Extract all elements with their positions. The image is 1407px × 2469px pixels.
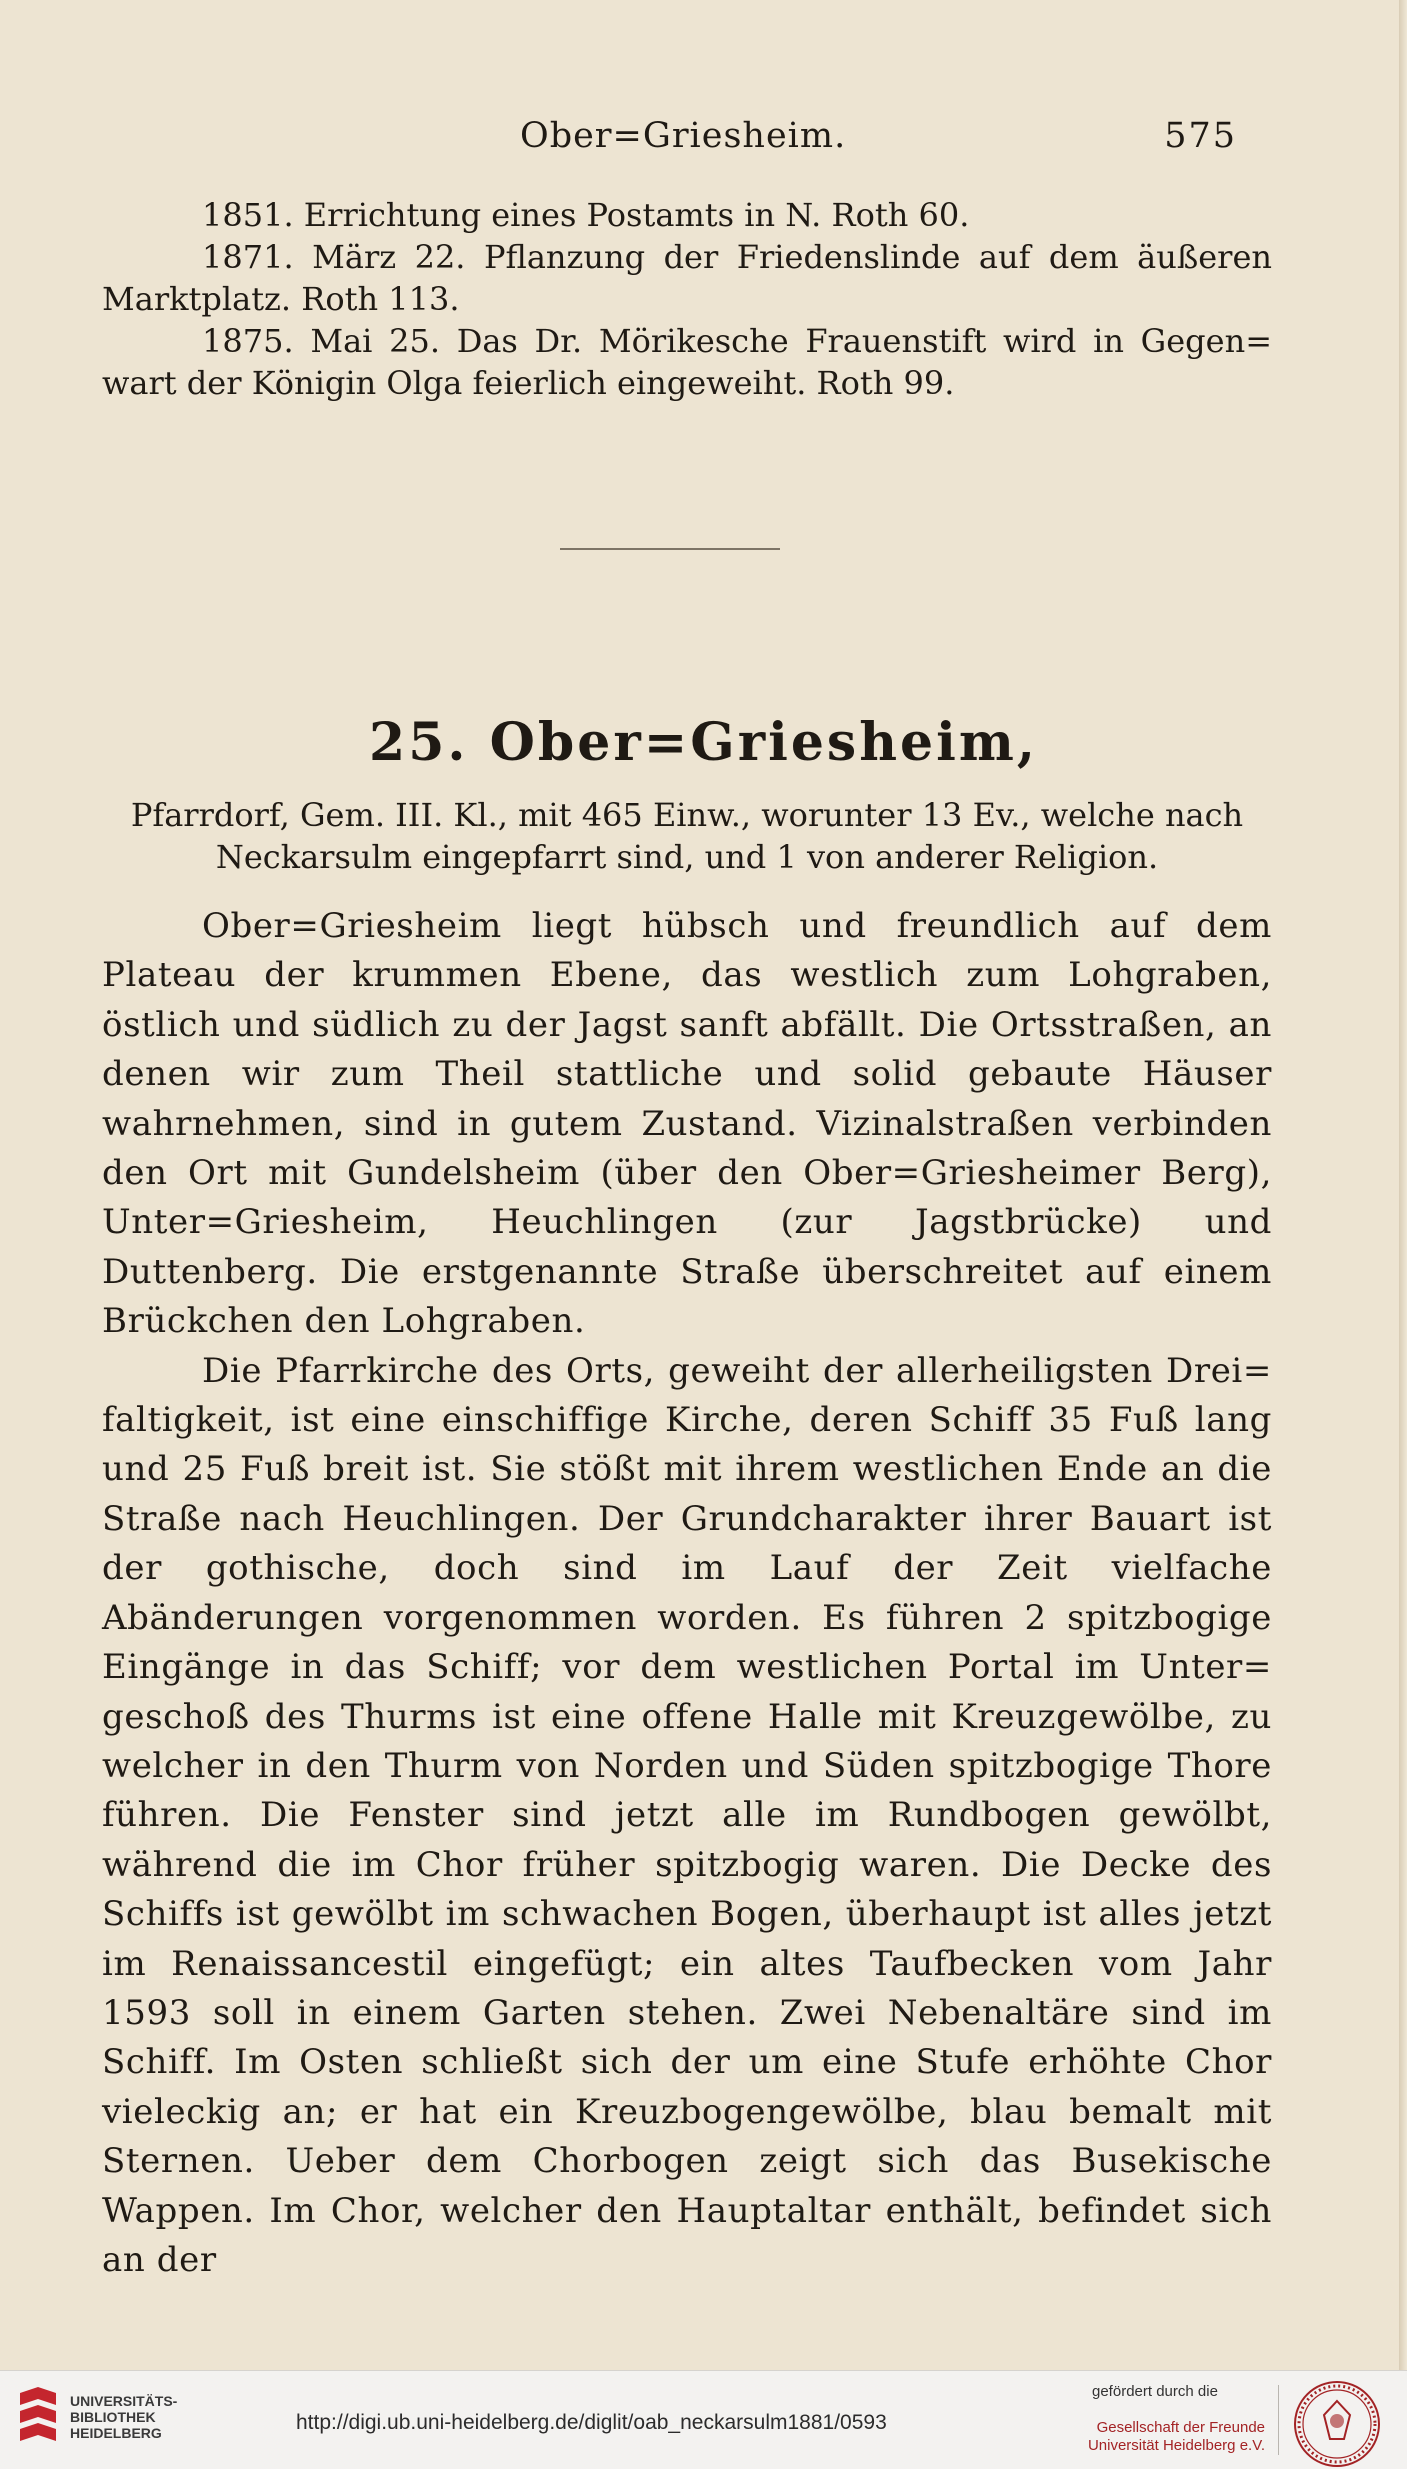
section-divider bbox=[560, 548, 780, 550]
sponsor-line: Universität Heidelberg e.V. bbox=[1087, 2437, 1265, 2454]
chronicle-entry: 1875. Mai 25. Das Dr. Mörikesche Frauenstift wird in Gegen= wart der Königin Olga feierlich eingeweiht. Roth 99. bbox=[102, 322, 1272, 402]
paragraph: Ober=Griesheim liegt hübsch und freundlich auf dem Plateau der krummen Ebene, das westlich zum Lohgraben, östlich und südlich zu der Jagst sanft abfällt. Die Ortsstraßen, an denen wir zum Theil stattliche und solid gebaute Häuser wahrnehmen, sind in gutem Zustand. Vizinalstraßen verbinden den Ort mit Gundelsheim (über den Ober=Griesheimer Berg), Unter=Griesheim, Heuchlingen (zur Jagstbrücke) und Duttenberg. Die erstgenannte Straße überschreitet auf einem Brückchen den Lohgraben. bbox=[102, 906, 1272, 1342]
library-name-line: BIBLIOTHEK bbox=[70, 2409, 156, 2425]
chronicle-entry: 1851. Errichtung eines Postamts in N. Roth 60. bbox=[202, 196, 970, 234]
sponsor-line: Gesellschaft der Freunde bbox=[1096, 2419, 1265, 2436]
scan-edge bbox=[1399, 0, 1407, 2370]
footer-divider bbox=[1278, 2385, 1279, 2455]
paragraph: Die Pfarrkirche des Orts, geweiht der allerheiligsten Drei= faltigkeit, ist eine einschiffige Kirche, deren Schiff 35 Fuß lang und 25 Fuß breit ist. Sie stößt mit ihrem westlichen Ende an die Straße nach Heuchlingen. Der Grundcharakter ihrer Bauart ist der gothische, doch sind im Lauf der Zeit vielfache Abänderungen vorgenommen worden. Es führen 2 spitzbogige Eingänge in das Schiff; vor dem westlichen Portal im Unter= geschoß des Thurms ist eine offene Halle mit Kreuzgewölbe, zu welcher in den Thurm von Norden und Süden spitzbogige Thore führen. Die Fenster sind jetzt alle im Rundbogen gewölbt, während die im Chor früher spitzbogig waren. Die Decke des Schiffs ist gewölbt im schwachen Bogen, überhaupt ist alles jetzt im Renaissancestil eingefügt; ein altes Taufbecken vom Jahr 1593 soll in einem Garten stehen. Zwei Nebenaltäre sind im Schiff. Im Osten schließt sich der um eine Stufe erhöhte Chor vieleckig an; er hat ein Kreuzbogengewölbe, blau bemalt mit Sternen. Ueber dem Chorbogen zeigt sich das Busekische Wappen. Im Chor, welcher den Hauptaltar enthält, befindet sich an der bbox=[102, 1350, 1272, 2280]
chronicle-entries bbox=[102, 194, 1272, 404]
running-title: Ober=Griesheim. bbox=[520, 116, 847, 156]
footer-bar bbox=[0, 2370, 1407, 2469]
library-name bbox=[70, 2393, 177, 2441]
body-text bbox=[102, 902, 1272, 2285]
section-intro: Pfarrdorf, Gem. III. Kl., mit 465 Einw., worunter 13 Ev., welche nach Neckarsulm eingepfarrt sind, und 1 von anderer Religion. bbox=[130, 796, 1244, 876]
ub-logo-icon bbox=[16, 2385, 60, 2445]
sponsor-org bbox=[1053, 2419, 1265, 2455]
permalink-url[interactable]: http://digi.ub.uni-heidelberg.de/diglit/oab_neckarsulm1881/0593 bbox=[296, 2411, 887, 2434]
library-name-line: UNIVERSITÄTS- bbox=[70, 2393, 178, 2409]
section-heading: 25. Ober=Griesheim, bbox=[369, 712, 1038, 773]
running-head bbox=[100, 116, 1237, 166]
page-number: 575 bbox=[1164, 116, 1237, 156]
sponsor-label: gefördert durch die bbox=[1092, 2383, 1218, 2400]
library-name-line: HEIDELBERG bbox=[70, 2425, 162, 2441]
chronicle-entry: 1871. März 22. Pflanzung der Friedenslinde auf dem äußeren Marktplatz. Roth 113. bbox=[102, 238, 1272, 318]
university-seal-icon bbox=[1292, 2379, 1382, 2469]
